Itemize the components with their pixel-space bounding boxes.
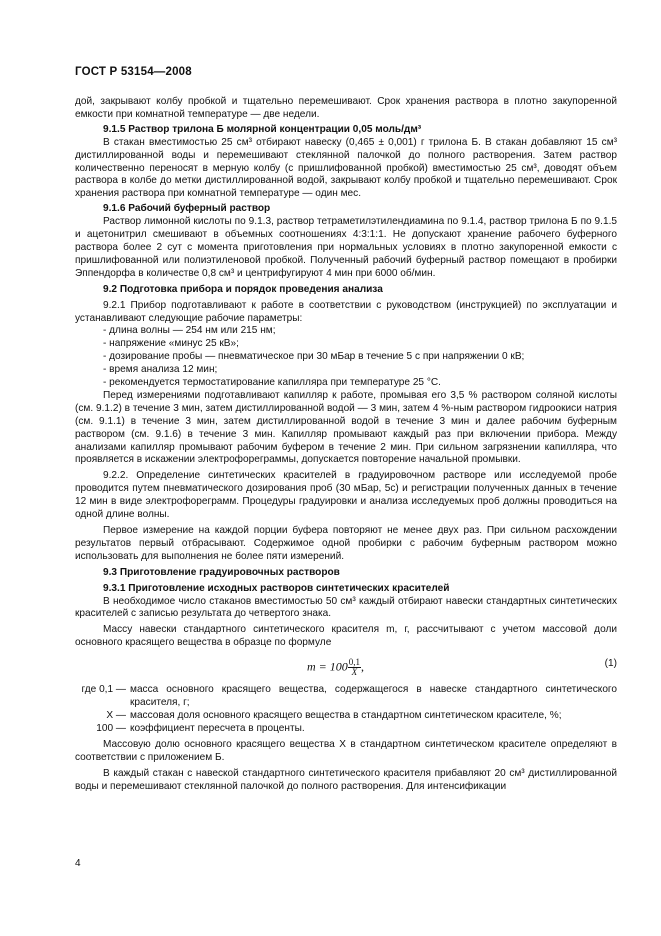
param-item: - дозирование пробы — пневматическое при 30 мБар в течение 5 с при напряжении 0 кВ; — [103, 351, 525, 363]
formula-tail: , — [361, 659, 365, 674]
heading-9-1-6: 9.1.6 Рабочий буферный раствор — [103, 203, 271, 215]
param-item: - рекомендуется термостатирование капилляра при температуре 25 °С. — [103, 377, 441, 389]
definition-term: 100 — — [96, 722, 126, 734]
paragraph-mass-fraction: Массовую долю основного красящего вещества X в стандартном синтетическом красителе определяют в соответствии с приложением Б. — [75, 738, 617, 763]
definition-row — [75, 684, 617, 710]
paragraph-9-2-2: 9.2.2. Определение синтетических красителей в градуировочном растворе или исследуемой пробе проводится путем пневматического дозирования проб (30 мБар, 5с) и регистрации полученных данных в течение 12 мин в виде электрофореграмм. Процедуры градуировки и анализа исследуемых проб должны проводиться на одной длине волны. — [75, 470, 617, 521]
document-body — [75, 96, 617, 793]
page-number: 4 — [75, 858, 81, 869]
formula-denominator: X — [351, 667, 358, 678]
heading-9-1-5: 9.1.5 Раствор трилона Б молярной концентрации 0,05 моль/дм³ — [103, 123, 422, 135]
param-item: - время анализа 12 мин; — [103, 364, 218, 376]
paragraph-9-1-6: Раствор лимонной кислоты по 9.1.3, раствор тетраметилэтилендиамина по 9.1.4, раствор трилона Б по 9.1.5 и ацетонитрил смешивают в объемных соотношениях 4:3:1:1. Не допускают хранение рабочего буферного раствора более 2 сут с момента приготовления при нормальных условиях в плотно закупоренной емкости с пришлифованной или полиэтиленовой пробкой. Полученный рабочий буферный раствор помещают в пробирки Эппендорфа в количестве 0,8 см³ и центрифугируют 4 мин при 6000 об/мин. — [75, 216, 617, 279]
paragraph-capillary-prep: Перед измерениями подготавливают капилляр к работе, промывая его 3,5 % раствором соляной кислоты (см. 9.1.2) в течение 3 мин, затем дистиллированной водой — 3 мин, затем 4 %-ным раствором гидроокиси натрия (см. 9.1.1) в течение 3 мин, затем дистиллированной водой в течение 3 мин и далее рабочим буферным раствором (см. 9.1.6) в течение 3 мин. Капилляр промывают каждый раз при включении прибора. Между анализами капилляр промывают рабочим буфером в течение 2 мин. При сильном загрязнении капилляра, что проявляется в искажении электрофореграммы, допускается повторение начальной промывки. — [75, 389, 617, 466]
heading-9-3: 9.3 Приготовление градуировочных растворов — [103, 566, 340, 578]
definition-row — [75, 710, 617, 723]
formula-definitions — [75, 684, 617, 736]
heading-9-3-1: 9.3.1 Приготовление исходных растворов синтетических красителей — [103, 582, 450, 594]
param-item: - длина волны — 254 нм или 215 нм; — [103, 325, 276, 337]
definition-term: где 0,1 — — [81, 684, 126, 696]
heading-9-2: 9.2 Подготовка прибора и порядок проведения анализа — [103, 283, 383, 295]
document-header: ГОСТ Р 53154—2008 — [75, 66, 192, 78]
paragraph-9-3-1: В необходимое число стаканов вместимостью 50 см³ каждый отбирают навески стандартных синтетических красителей с записью результата до четвертого знака. — [75, 595, 617, 620]
formula-1 — [75, 652, 617, 682]
paragraph-9-1-5: В стакан вместимостью 25 см³ отбирают навеску (0,465 ± 0,001) г трилона Б. В стакан добавляют 15 см³ дистиллированной воды и перемешивают стеклянной палочкой до полного растворения. Затем раствор количественно переносят в мерную колбу (с пришлифованной пробкой) вместимостью 25 см³, доводят объем раствора в колбе до метки дистиллированной водой, закрывают колбу пробкой и тщательно перемешивают. Срок хранения раствора при комнатной температуре — один мес. — [75, 136, 617, 200]
param-item: - напряжение «минус 25 кВ»; — [103, 338, 239, 350]
paragraph-first-measurement: Первое измерение на каждой порции буфера повторяют не менее двух раз. При сильном расхождении результатов первый отбрасывают. Содержимое одной пробирки с рабочим буферным раствором можно использовать для выполнения не более пяти измерений. — [75, 525, 617, 562]
paragraph-9-2-1: 9.2.1 Прибор подготавливают к работе в соответствии с руководством (инструкцией) по эксплуатации и устанавливают следующие рабочие параметры: — [75, 299, 617, 324]
formula-expression — [307, 658, 364, 677]
definition-row — [75, 723, 617, 736]
definition-text: массовая доля основного красящего вещества в стандартном синтетическом красителе, %; — [130, 709, 562, 721]
paragraph-dissolution: В каждый стакан с навеской стандартного синтетического красителя прибавляют 20 см³ дистиллированной воды и перемешивают стеклянной палочкой до полного растворения. Для интенсификации — [75, 767, 617, 792]
paragraph-continuation: дой, закрывают колбу пробкой и тщательно перемешивают. Срок хранения раствора в плотно закупоренной емкости при комнатной температуре — две недели. — [75, 96, 617, 120]
definition-text: коэффициент пересчета в проценты. — [130, 722, 305, 734]
paragraph-mass-formula-intro: Массу навески стандартного синтетического красителя m, г, рассчитывают с учетом массовой доли основного красящего вещества в образце по формуле — [75, 624, 617, 649]
formula-fraction — [348, 658, 361, 677]
formula-lhs: m = 100 — [307, 659, 348, 674]
formula-number: (1) — [604, 658, 617, 670]
formula-numerator: 0,1 — [348, 657, 361, 668]
definition-text: масса основного красящего вещества, содержащегося в навеске стандартного синтетического красителя, г; — [130, 684, 617, 709]
definition-term: X — — [106, 709, 126, 721]
